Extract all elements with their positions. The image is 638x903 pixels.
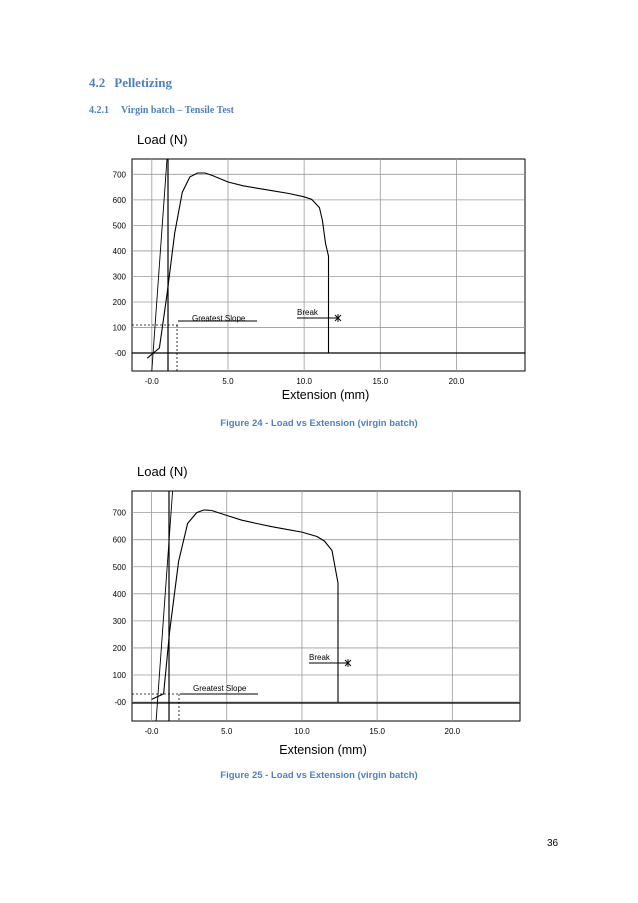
y-tick-label: 400 [112, 589, 126, 599]
y-tick-label: 600 [112, 195, 126, 205]
break-label: Break [309, 653, 330, 662]
y-tick-label: 400 [112, 246, 126, 256]
y-tick-label: -00 [114, 698, 126, 708]
x-tick-label: 5.0 [221, 727, 233, 736]
y-axis-title: Load (N) [137, 132, 188, 147]
figure-24-chart [0, 126, 638, 406]
x-tick-label: 20.0 [448, 377, 465, 386]
x-tick-label: 10.0 [296, 377, 312, 386]
subsection-number: 4.2.1 [89, 105, 109, 116]
y-tick-label: 600 [112, 535, 126, 545]
section-heading [89, 75, 172, 91]
y-tick-label: 100 [112, 671, 126, 680]
greatest-slope-label: Greatest Slope [192, 314, 246, 323]
x-tick-label: -0.0 [144, 727, 159, 736]
figure-25-caption: Figure 25 - Load vs Extension (virgin batch) [220, 770, 418, 781]
x-tick-label: 20.0 [444, 727, 461, 736]
y-tick-label: -00 [114, 349, 126, 359]
x-axis-title: Extension (mm) [279, 743, 367, 757]
figure-25-chart [0, 459, 638, 761]
subsection-heading [89, 105, 234, 116]
section-number: 4.2 [89, 75, 106, 90]
plot-frame [132, 491, 520, 721]
x-tick-label: 10.0 [294, 727, 310, 736]
x-axis-title: Extension (mm) [281, 388, 370, 402]
y-tick-label: 700 [112, 508, 126, 518]
subsection-title: Virgin batch – Tensile Test [121, 105, 234, 116]
x-tick-label: 15.0 [369, 727, 385, 736]
x-tick-label: -0.0 [144, 377, 159, 386]
x-tick-label: 5.0 [222, 377, 234, 386]
x-tick-label: 15.0 [372, 377, 389, 386]
y-tick-label: 300 [112, 272, 126, 282]
y-tick-label: 200 [112, 643, 126, 653]
y-axis-title: Load (N) [137, 464, 188, 479]
y-tick-label: 500 [112, 221, 126, 231]
y-tick-label: 300 [112, 616, 126, 626]
section-title: Pelletizing [114, 75, 173, 90]
y-tick-label: 200 [112, 298, 126, 308]
figure-24-caption: Figure 24 - Load vs Extension (virgin batch) [220, 418, 418, 429]
greatest-slope-label: Greatest Slope [193, 684, 247, 693]
break-label: Break [297, 308, 318, 317]
page-number: 36 [547, 838, 559, 849]
y-tick-label: 700 [112, 170, 126, 180]
y-tick-label: 100 [112, 323, 126, 333]
y-tick-label: 500 [112, 562, 126, 572]
